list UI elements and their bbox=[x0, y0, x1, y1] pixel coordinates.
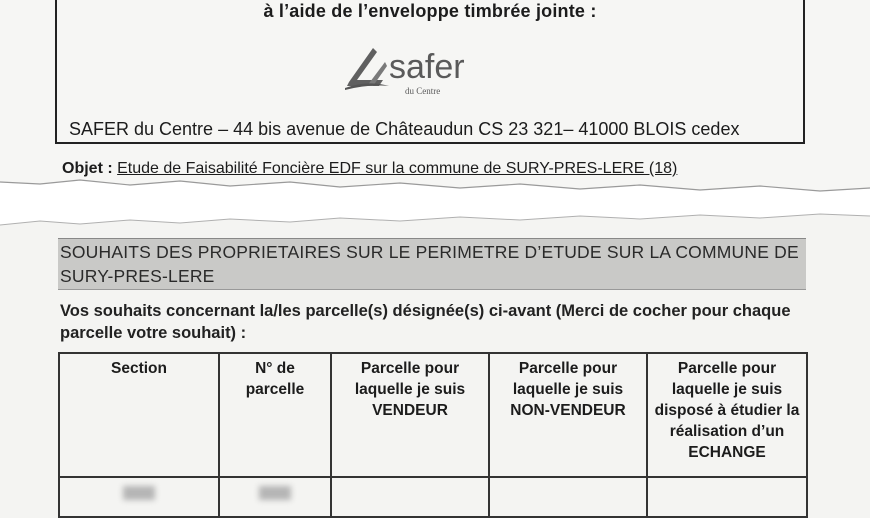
safer-logo-subtitle: du Centre bbox=[405, 86, 441, 96]
header-parcel-number bbox=[219, 353, 331, 477]
safer-logo bbox=[343, 42, 493, 100]
header-non-vendeur-line1: Parcelle pour laquelle je suis bbox=[512, 360, 624, 398]
safer-logo-brand: safer bbox=[389, 48, 465, 86]
enclosed-envelope-line: à l’aide de l’enveloppe timbrée jointe : bbox=[263, 1, 597, 21]
objet-label: Objet : bbox=[62, 160, 113, 177]
header-vendeur-line1: Parcelle pour laquelle je suis bbox=[354, 360, 466, 398]
checkbox-cell-vendeur[interactable] bbox=[331, 477, 489, 517]
checkbox-cell-non-vendeur[interactable] bbox=[489, 477, 647, 517]
cell-section-redacted bbox=[59, 477, 219, 517]
header-vendeur bbox=[331, 353, 489, 477]
header-section bbox=[59, 353, 219, 477]
header-echange-line2: ECHANGE bbox=[688, 444, 766, 461]
header-parcel-number-line2: parcelle bbox=[245, 381, 305, 398]
header-section-label: Section bbox=[111, 360, 167, 377]
section-title: SOUHAITS DES PROPRIETAIRES SUR LE PERIMETRE D’ETUDE SUR LA COMMUNE DE SURY-PRES-LERE bbox=[60, 242, 799, 286]
letter-header-sheet bbox=[0, 0, 870, 205]
header-echange-line1: Parcelle pour laquelle je suis disposé à étudier la réalisation d’un bbox=[654, 360, 800, 440]
checkbox-cell-echange[interactable] bbox=[647, 477, 807, 517]
header-parcel-number-line1: N° de bbox=[255, 360, 295, 377]
safer-address: SAFER du Centre – 44 bis avenue de Châteaudun CS 23 321– 41000 BLOIS cedex bbox=[69, 119, 740, 139]
safer-logo-icon bbox=[345, 48, 389, 90]
header-non-vendeur bbox=[489, 353, 647, 477]
torn-paper-edge bbox=[0, 176, 870, 232]
header-echange bbox=[647, 353, 807, 477]
header-vendeur-line2: VENDEUR bbox=[372, 402, 448, 419]
header-non-vendeur-line2: NON-VENDEUR bbox=[510, 402, 626, 419]
redacted-mark bbox=[259, 486, 291, 500]
table-header-row bbox=[59, 353, 807, 477]
cell-parcel-redacted bbox=[219, 477, 331, 517]
redacted-mark bbox=[123, 486, 155, 500]
objet-text: Etude de Faisabilité Foncière EDF sur la commune de SURY-PRES-LERE (18) bbox=[117, 160, 678, 177]
intro-paragraph: Vos souhaits concernant la/les parcelle(s) désignée(s) ci-avant (Merci de cocher pour chaque parcelle votre souhait) : bbox=[60, 302, 791, 342]
table-row bbox=[59, 477, 807, 517]
parcel-wishes-table bbox=[58, 352, 808, 518]
